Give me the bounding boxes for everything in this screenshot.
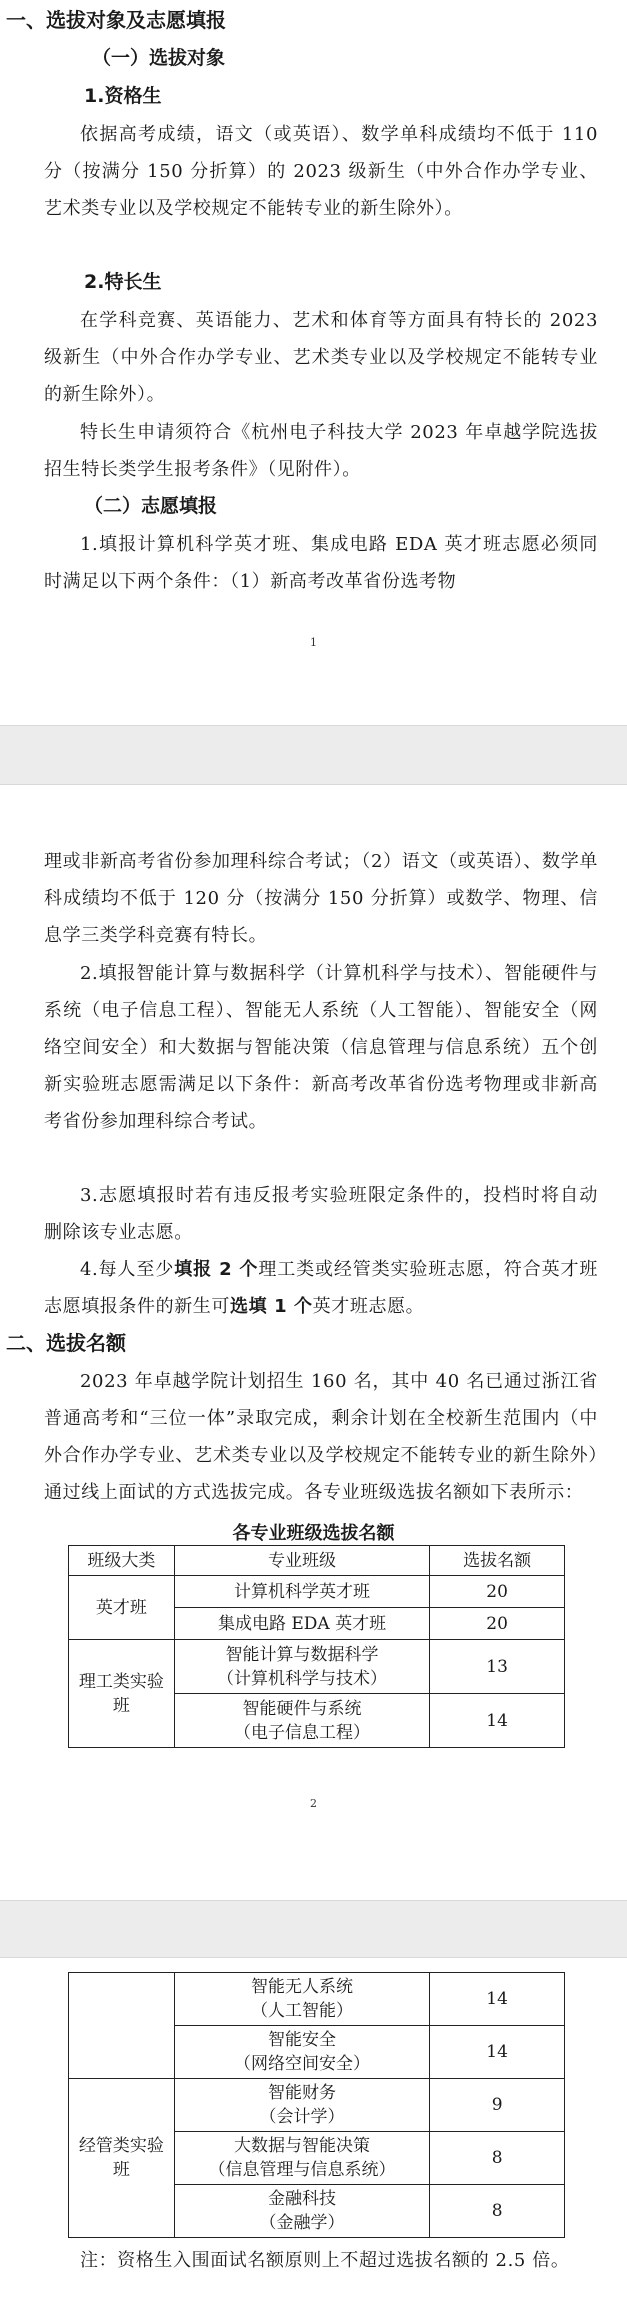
class-name-line2: （网络空间安全） bbox=[234, 2054, 371, 2074]
class-name-line2: （信息管理与信息系统） bbox=[208, 2160, 396, 2180]
class-name bbox=[174, 2026, 429, 2079]
class-quota: 8 bbox=[430, 2132, 565, 2185]
fill1-continued: 理或非新高考省份参加理科综合考试；（2）语文（或英语）、数学单科成绩均不低于 120 分（按满分 150 分折算）或数学、物理、信息学三类学科竞赛有特长。 bbox=[44, 851, 598, 946]
item2-text: 在学科竞赛、英语能力、艺术和体育等方面具有特长的 2023 级新生（中外合作办学专业、艺术类专业以及学校规定不能转专业的新生除外）。 bbox=[44, 310, 598, 405]
class-name bbox=[174, 1640, 429, 1694]
subheading-application: （二）志愿填报 bbox=[84, 495, 218, 517]
note-text: 注：资格生入围面试名额原则上不超过选拔名额的 2.5 倍。 bbox=[80, 2250, 570, 2271]
fill4-emphasis-2: 选填 1 个 bbox=[230, 1296, 313, 1317]
quota-table-part1 bbox=[68, 1545, 565, 1748]
class-name: 计算机科学英才班 bbox=[174, 1576, 429, 1608]
class-name-line1: 智能硬件与系统 bbox=[242, 1698, 362, 1719]
fill4-part-c: 理工类或经管类实验班志愿，符合英才班志愿填报条件的新生可 bbox=[44, 1259, 598, 1317]
table-header-row bbox=[69, 1546, 565, 1576]
class-quota: 14 bbox=[430, 1973, 565, 2026]
fill4-emphasis-1: 填报 2 个 bbox=[174, 1259, 259, 1280]
class-name bbox=[174, 2132, 429, 2185]
item1-title: 1.资格生 bbox=[84, 85, 162, 107]
item2-note: 特长生申请须符合《杭州电子科技大学 2023 年卓越学院选拔招生特长类学生报考条件》（见附件）。 bbox=[44, 422, 598, 480]
class-name bbox=[174, 2185, 429, 2238]
class-name-line1: 智能无人系统 bbox=[251, 1977, 354, 1997]
class-name-line2: （电子信息工程） bbox=[234, 1722, 371, 1743]
class-name-line2: （金融学） bbox=[259, 2213, 345, 2233]
class-name-line1: 金融科技 bbox=[268, 2189, 337, 2209]
table-row bbox=[69, 2079, 565, 2132]
page-2 bbox=[0, 785, 627, 1900]
group-jingguan: 经管类实验班 bbox=[69, 2079, 175, 2238]
quota-table-part2 bbox=[68, 1972, 565, 2238]
section1-heading: 一、选拔对象及志愿填报 bbox=[6, 8, 226, 32]
section2-heading: 二、选拔名额 bbox=[6, 1331, 126, 1355]
table-row bbox=[69, 1640, 565, 1694]
group-yingcai: 英才班 bbox=[69, 1576, 175, 1640]
page-3 bbox=[0, 1958, 627, 2318]
class-name bbox=[174, 1694, 429, 1748]
class-quota: 9 bbox=[430, 2079, 565, 2132]
table-row bbox=[69, 1576, 565, 1608]
class-name-line1: 智能计算与数据科学 bbox=[225, 1644, 379, 1665]
header-quota: 选拔名额 bbox=[430, 1546, 565, 1576]
class-name bbox=[174, 1973, 429, 2026]
page-number-2: 2 bbox=[310, 1797, 317, 1810]
group-ligong: 理工类实验班 bbox=[69, 1640, 175, 1748]
class-quota: 14 bbox=[430, 1694, 565, 1748]
quota-text: 2023 年卓越学院计划招生 160 名，其中 40 名已通过浙江省普通高考和“三位一体”录取完成，剩余计划在全校新生范围内（中外合作办学专业、艺术类专业以及学校规定不能转专业的新生除外）通过线上面试的方式选拔完成。各专业班级选拔名额如下表所示： bbox=[44, 1371, 598, 1503]
fill3-text: 3.志愿填报时若有违反报考实验班限定条件的，投档时将自动删除该专业志愿。 bbox=[44, 1185, 598, 1243]
class-name-line2: （会计学） bbox=[259, 2107, 345, 2127]
table-row bbox=[69, 2026, 565, 2079]
table-row bbox=[69, 1973, 565, 2026]
class-quota: 20 bbox=[430, 1608, 565, 1640]
class-name-line2: （人工智能） bbox=[251, 2001, 354, 2021]
fill1-start: 1.填报计算机科学英才班、集成电路 EDA 英才班志愿必须同时满足以下两个条件：（1）新高考改革省份选考物 bbox=[44, 534, 598, 592]
class-quota: 20 bbox=[430, 1576, 565, 1608]
class-quota: 14 bbox=[430, 2026, 565, 2079]
page-gap-2 bbox=[0, 1900, 627, 1958]
class-quota: 8 bbox=[430, 2185, 565, 2238]
header-category: 班级大类 bbox=[69, 1546, 175, 1576]
class-name-line1: 智能财务 bbox=[268, 2083, 337, 2103]
class-name-line2: （计算机科学与技术） bbox=[217, 1668, 388, 1689]
fill2-text: 2.填报智能计算与数据科学（计算机科学与技术）、智能硬件与系统（电子信息工程）、智能无人系统（人工智能）、智能安全（网络空间安全）和大数据与智能决策（信息管理与信息系统）五个创新实验班志愿需满足以下条件：新高考改革省份选考物理或非新高考省份参加理科综合考试。 bbox=[44, 963, 598, 1132]
class-name bbox=[174, 2079, 429, 2132]
page-1 bbox=[0, 0, 627, 725]
group-ligong-cont bbox=[69, 1973, 175, 2026]
item2-title: 2.特长生 bbox=[84, 271, 162, 293]
page-number-1: 1 bbox=[310, 636, 317, 649]
group-ligong-cont bbox=[69, 2026, 175, 2079]
subheading-selection-target: （一）选拔对象 bbox=[92, 47, 226, 69]
fill4-text bbox=[44, 1251, 598, 1325]
page-gap-1 bbox=[0, 725, 627, 785]
class-name-line1: 大数据与智能决策 bbox=[234, 2136, 371, 2156]
class-quota: 13 bbox=[430, 1640, 565, 1694]
class-name: 集成电路 EDA 英才班 bbox=[174, 1608, 429, 1640]
header-class: 专业班级 bbox=[174, 1546, 429, 1576]
fill4-part-a: 4.每人至少 bbox=[80, 1259, 175, 1280]
item1-text: 依据高考成绩，语文（或英语）、数学单科成绩均不低于 110 分（按满分 150 分折算）的 2023 级新生（中外合作办学专业、艺术类专业以及学校规定不能转专业的新生除外）。 bbox=[44, 124, 598, 219]
table-title: 各专业班级选拔名额 bbox=[232, 1523, 395, 1544]
fill4-part-e: 英才班志愿。 bbox=[312, 1296, 425, 1317]
class-name-line1: 智能安全 bbox=[268, 2030, 337, 2050]
